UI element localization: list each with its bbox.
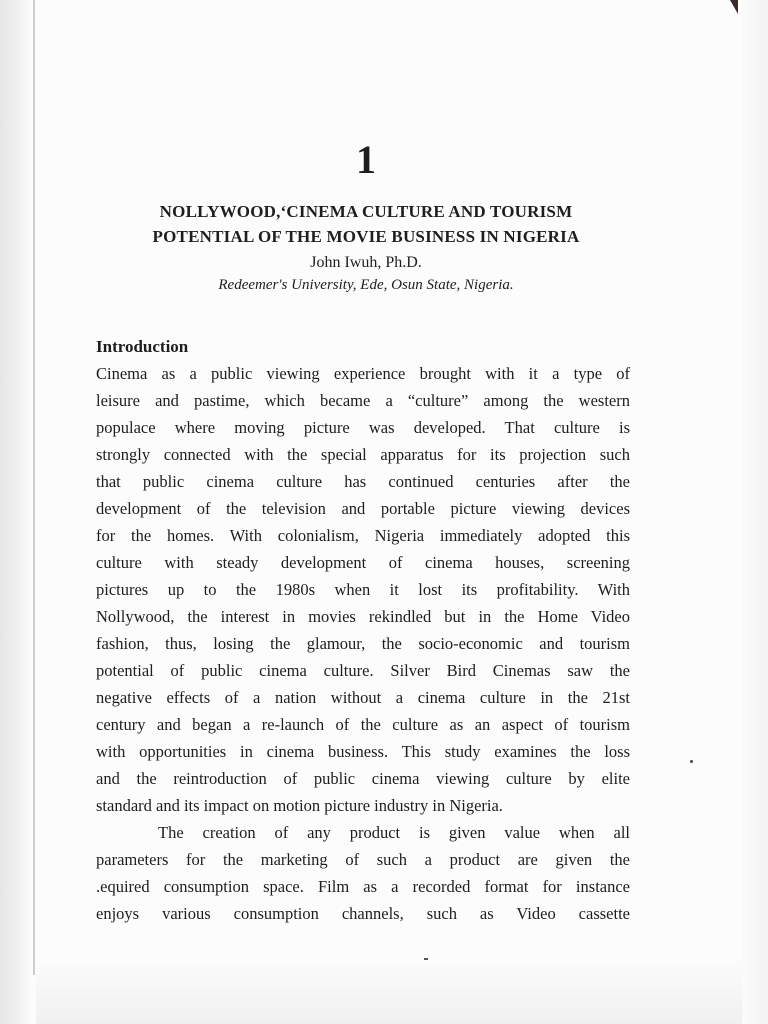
ink-speck (424, 958, 428, 960)
text-line: enjoys various consumption channels, such as Video cassette (96, 904, 630, 923)
text-line: leisure and pastime, which became a “culture” among the western (96, 391, 630, 410)
text-line: populace where moving picture was developed. That culture is (96, 418, 630, 437)
chapter-number: 1 (356, 137, 376, 182)
text-line: The creation of any product is given value when all (158, 823, 630, 842)
author-name: John Iwuh, Ph.D. (310, 254, 422, 271)
text-line: strongly connected with the special apparatus for its projection such (96, 445, 630, 464)
page-gutter-left (0, 0, 30, 1024)
binding-edge (33, 0, 35, 975)
chapter-title (96, 199, 636, 249)
chapter-title-line: POTENTIAL OF THE MOVIE BUSINESS IN NIGERIA (152, 227, 580, 246)
page-gutter-right (742, 0, 768, 1024)
text-line: fashion, thus, losing the glamour, the socio-economic and tourism (96, 634, 630, 653)
text-line: standard and its impact on motion picture industry in Nigeria. (96, 796, 503, 815)
body-text (96, 360, 630, 927)
text-line: Nollywood, the interest in movies rekindled but in the Home Video (96, 607, 630, 626)
text-line: with opportunities in cinema business. This study examines the loss (96, 742, 630, 761)
text-line: development of the television and portable picture viewing devices (96, 499, 630, 518)
page-corner-mark (730, 0, 738, 14)
text-line: potential of public cinema culture. Silver Bird Cinemas saw the (96, 661, 630, 680)
author-affiliation: Redeemer's University, Ede, Osun State, Nigeria. (218, 277, 514, 293)
text-line: that public cinema culture has continued centuries after the (96, 472, 630, 491)
text-line: culture with steady development of cinema houses, screening (96, 553, 630, 572)
section-heading: Introduction (96, 337, 189, 356)
text-line: and the reintroduction of public cinema viewing culture by elite (96, 769, 630, 788)
text-line: century and began a re-launch of the culture as an aspect of tourism (96, 715, 630, 734)
chapter-title-line: NOLLYWOOD,ʻCINEMA CULTURE AND TOURISM (159, 202, 573, 221)
text-line: negative effects of a nation without a cinema culture in the 21st (96, 688, 630, 707)
text-line: parameters for the marketing of such a product are given the (96, 850, 630, 869)
text-line: .equired consumption space. Film as a recorded format for instance (96, 877, 630, 896)
page-bottom-shadow (36, 960, 742, 1024)
text-line: Cinema as a public viewing experience brought with it a type of (96, 364, 630, 383)
text-line: for the homes. With colonialism, Nigeria immediately adopted this (96, 526, 630, 545)
ink-speck (690, 760, 693, 763)
text-line: pictures up to the 1980s when it lost its profitability. With (96, 580, 630, 599)
